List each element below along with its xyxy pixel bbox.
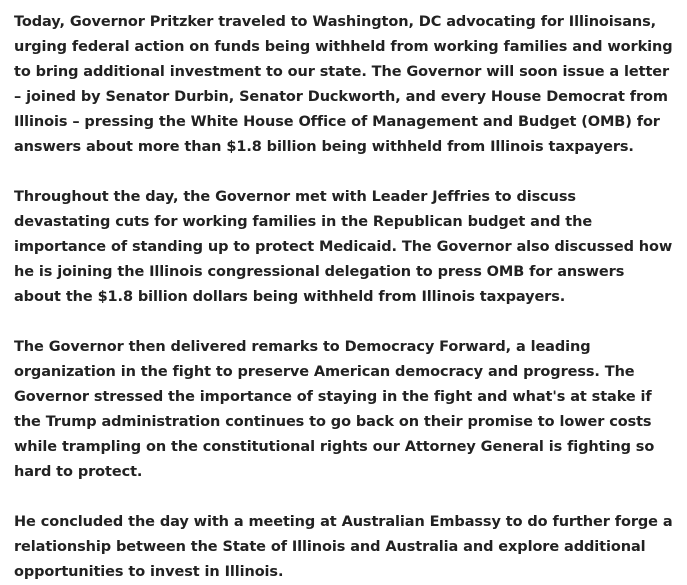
paragraph-washington-visit: Today, Governor Pritzker traveled to Washington, DC advocating for Illinoisans, urging federal action on funds being withheld from working families and working to bring additional investment to our state. The Governor will soon issue a letter – joined by Senator Durbin, Senator Duckworth, and every House Democrat from Illinois – pressing the White House Office of Management and Budget (OMB) for answers about more than $1.8 billion being withheld from Illinois taxpayers. (14, 14, 673, 155)
paragraph-australian-embassy: He concluded the day with a meeting at Australian Embassy to do further forge a relationship between the State of Illinois and Australia and explore additional opportunities to invest in Illinois. (14, 514, 673, 580)
paragraph-jeffries-meeting: Throughout the day, the Governor met with Leader Jeffries to discuss devastating cuts for working families in the Republican budget and the importance of standing up to protect Medicaid. The Governor also discussed how he is joining the Illinois congressional delegation to press OMB for answers about the $1.8 billion dollars being withheld from Illinois taxpayers. (14, 189, 673, 305)
paragraph-democracy-forward: The Governor then delivered remarks to Democracy Forward, a leading organization in the fight to preserve American democracy and progress. The Governor stressed the importance of staying in the fight and what's at stake if the Trump administration continues to go back on their promise to lower costs while trampling on the constitutional rights our Attorney General is fighting so hard to protect. (14, 339, 655, 480)
